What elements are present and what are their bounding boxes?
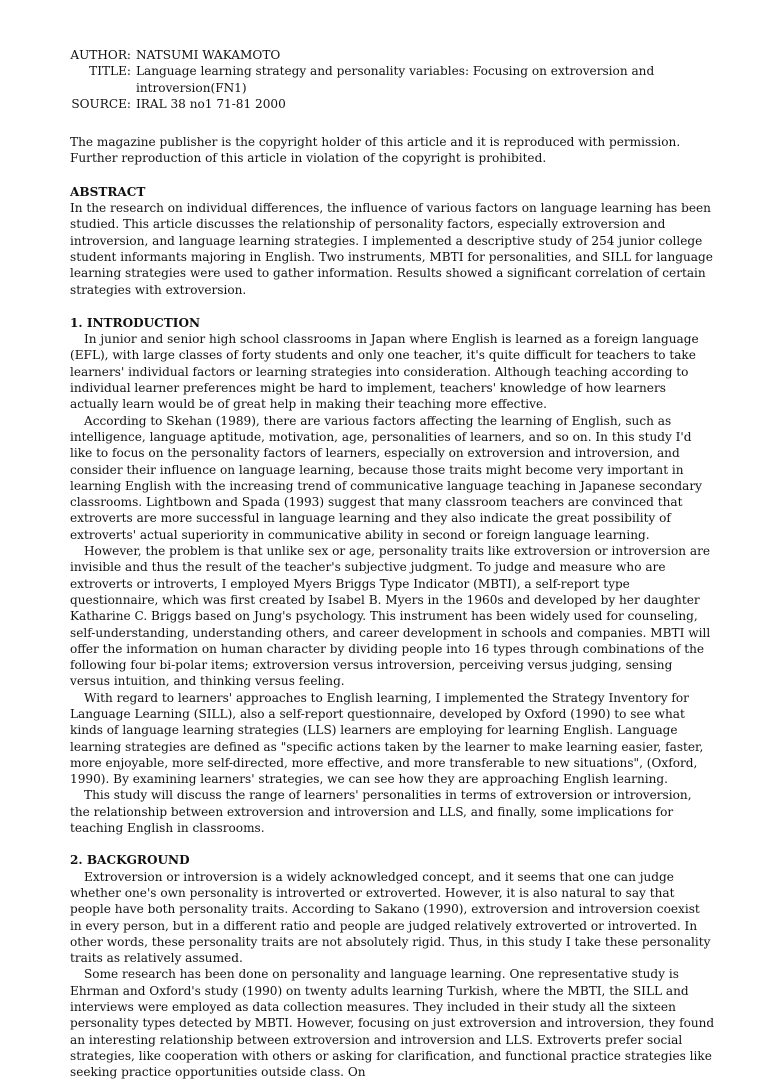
source-label: SOURCE: [71, 96, 131, 111]
author-label: AUTHOR: [70, 48, 131, 62]
introduction-paragraph: This study will discuss the range of learners' personalities in terms of extroversion or introversion, the relationship between extroversion and introversion and LLS, and finally, some implications for teaching English in classrooms. [70, 788, 692, 836]
abstract-text: In the research on individual differences, the influence of various factors on language learning has been studied. This article discusses the relationship of personality factors, especially extroversion and introversion, and language learning strategies. I implemented a descriptive study of 254 junior college student informants majoring in English. Two instruments, MBTI for personalities, and SILL for language learning strategies were used to gather information. Results showed a significant correlation of certain strategies with extroversion. [70, 201, 713, 297]
copyright-notice: The magazine publisher is the copyright holder of this article and it is reproduced with permission. Further reproduction of this article in violation of the copyright is prohibited. [70, 135, 681, 166]
source-value: IRAL 38 no1 71-81 2000 [136, 96, 286, 111]
title-label: TITLE: [89, 64, 131, 79]
introduction-heading: 1. INTRODUCTION [70, 315, 201, 330]
introduction-paragraph: However, the problem is that unlike sex or age, personality traits like extroversion or introversion are invisible and thus the result of the teacher's subjective judgment. To judge and measure who are extroverts or introverts, I employed Myers Briggs Type Indicator (MBTI), a self-report type questionnaire, which was first created by Isabel B. Myers in the 1960s and developed by her daughter Katharine C. Briggs based on Jung's psychology. This instrument has been widely used for counseling, self-understanding, understanding others, and career development in schools and companies. MBTI will offer the information on human character by dividing people into 16 types through combinations of the following four bi-polar items; extroversion versus introversion, perceiving versus judging, sensing versus intuition, and thinking versus feeling. [70, 544, 711, 689]
background-paragraph: Extroversion or introversion is a widely acknowledged concept, and it seems that one can judge whether one's own personality is introverted or extroverted. However, it is also natural to say that people have both personality traits. According to Sakano (1990), extroversion and introversion coexist in every person, but in a different ratio and people are judged relatively extroverted or introverted. In other words, these personality traits are not absolutely rigid. Thus, in this study I take these personality traits as relatively assumed. [70, 869, 711, 966]
background-paragraph: Some research has been done on personality and language learning. One representative study is Ehrman and Oxford's study (1990) on twenty adults learning Turkish, where the MBTI, the SILL and interviews were employed as data collection measures. They included in their study all the sixteen personality types detected by MBTI. However, focusing on just extroversion and introversion, they found an interesting relationship between extroversion and introversion and LLS. Extroverts prefer social strategies, like cooperation with others or asking for clarification, and functional practice strategies like seeking practice opportunities outside class. On [70, 967, 715, 1080]
background-heading: 2. BACKGROUND [70, 853, 190, 868]
introduction-paragraph: According to Skehan (1989), there are various factors affecting the learning of English, such as intelligence, language aptitude, motivation, age, personalities of learners, and so on. In this study I'd like to focus on the personality factors of learners, especially on extroversion and introversion, and consider their influence on language learning, because those traits might become very important in learning English with the increasing trend of communicative language teaching in Japanese secondary classrooms. Lightbown and Spada (1993) suggest that many classroom teachers are convinced that extroverts are more successful in language learning and they also indicate the great possibility of extroverts' actual superiority in communicative ability in second or foreign language learning. [70, 413, 702, 542]
title-value: Language learning strategy and personality variables: Focusing on extroversion and introversion(FN1) [136, 64, 655, 95]
article-metadata [70, 47, 715, 112]
abstract-heading: ABSTRACT [70, 184, 146, 199]
introduction-paragraph: In junior and senior high school classrooms in Japan where English is learned as a foreign language (EFL), with large classes of forty students and only one teacher, it's quite difficult for teachers to take learners' individual factors or learning strategies into consideration. Although teaching according to individual learner preferences might be hard to implement, teachers' knowledge of how learners actually learn would be of great help in making their teaching more effective. [70, 332, 699, 412]
introduction-paragraph: With regard to learners' approaches to English learning, I implemented the Strategy Inventory for Language Learning (SILL), also a self-report questionnaire, developed by Oxford (1990) to see what kinds of language learning strategies (LLS) learners are employing for learning English. Language learning strategies are defined as "specific actions taken by the learner to make learning easier, faster, more enjoyable, more self-directed, more effective, and more transferable to new situations", (Oxford, 1990). By examining learners' strategies, we can see how they are approaching English learning. [70, 690, 704, 787]
author-value: NATSUMI WAKAMOTO [136, 48, 281, 62]
document-page [70, 47, 715, 1081]
